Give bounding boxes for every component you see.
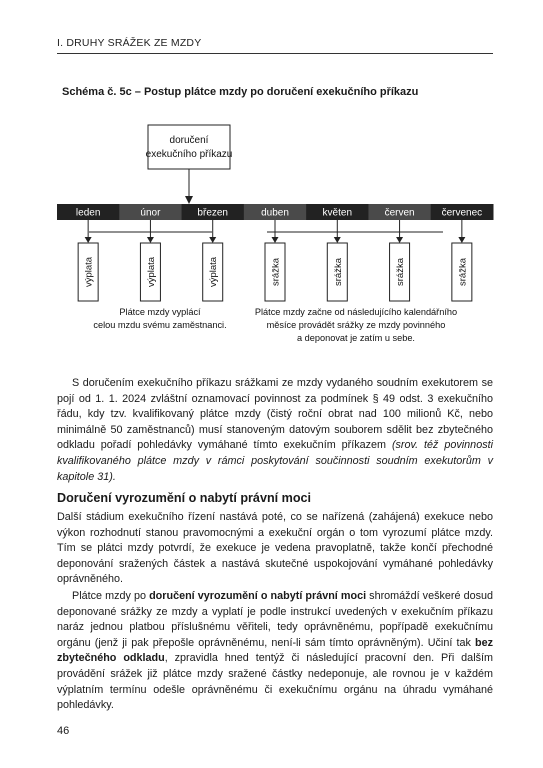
month-outcome-label: výplata	[83, 256, 95, 288]
page-number: 46	[57, 725, 70, 737]
column-arrow-head	[85, 237, 92, 243]
month-label: červenec	[441, 207, 483, 219]
month-label: květen	[322, 207, 353, 219]
month-label: únor	[140, 207, 161, 219]
caption-right-line2: měsíce provádět srážky ze mzdy povinného	[266, 320, 446, 330]
top-box	[148, 125, 230, 169]
top-arrow-head	[185, 196, 193, 204]
column-arrow-head	[458, 237, 465, 243]
top-box-line2: exekučního příkazu	[145, 149, 233, 160]
month-outcome-label: srážka	[332, 258, 344, 286]
caption-left-line1: Plátce mzdy vyplácí	[119, 307, 201, 317]
column-arrow-head	[209, 237, 216, 243]
paragraph-1-reference: (srov. též povinnosti kvalifikovaného plátce mzdy v rámci poskytování součinnosti soudním exekutorům v kapitole 31).	[57, 439, 493, 483]
column-arrow-head	[334, 237, 341, 243]
caption-right-line1: Plátce mzdy začne od následujícího kalendářního	[254, 307, 458, 317]
month-outcome-label: výplata	[145, 256, 157, 288]
month-outcome-label: srážka	[457, 258, 469, 286]
paragraph-3-part2: shromáždí veškeré dosud deponované srážky ze mzdy a vyplatí je podle instrukcí uvedených v exekučním příkazu naráz jednou platbou příslušnému věřiteli, tedy oprávněnému, popřípadě exekučnímu orgánu (jenž ji pak přepošle oprávněnému, není-li sám tímto oprávněným). Učiní tak	[57, 590, 493, 649]
month-label: duben	[261, 207, 289, 219]
paragraph-1-text: S doručením exekučního příkazu srážkami ze mzdy vydaného soudním exekutorem se pojí od 1. 1. 2024 zvláštní oznamovací povinnost za podmínek § 49 odst. 3 exekučního řádu, kdy tzv. kvalifikovaný plátce mzdy (čistý roční obrat nad 100 milionů Kč, nebo minimálně 50 zaměstnanců) musí stanoveným datovým souborem sdělit bez zbytečného odkladu pořadí pohledávky vymáhané tímto exekučním příkazem	[57, 377, 493, 452]
paragraph-3-bold2: bez zbytečného odkladu	[57, 636, 493, 665]
paragraph-3	[57, 589, 493, 714]
section-heading: Doručení vyrozumění o nabytí právní moci	[57, 491, 312, 505]
top-box-line1: doručení	[169, 135, 209, 146]
month-label: červen	[384, 207, 415, 219]
paragraph-2: Další stádium exekučního řízení nastává poté, co se nařízená (zahájená) exekuce nebo výkon rozhodnutí stanou pravomocnými a exekuční orgán o tom vyrozumí plátce mzdy. Tím se plátci mzdy potvrdí, že exekuce je vedena pravoplatně, takže končí přechodné deponování sražených částek a nastává skutečné uspokojování vymáhané pohledávky oprávněného.	[57, 511, 493, 586]
paragraph-3-bold1: doručení vyrozumění o nabytí právní moci	[149, 590, 367, 602]
caption-left-line2: celou mzdu svému zaměstnanci.	[93, 320, 227, 330]
month-outcome-label: výplata	[208, 256, 220, 288]
column-arrow-head	[272, 237, 279, 243]
column-arrow-head	[396, 237, 403, 243]
running-header: I. DRUHY SRÁŽEK ZE MZDY	[57, 37, 202, 49]
paragraph-3-part3: , zpravidla hned tentýž či následující pracovní den. Při dalším provádění srážek již plátce mzdy sražené částky nedeponuje, ale rovnou je v každém výplatním termínu odešle oprávněnému či exekučnímu orgánu na úhradu vymáhané pohledávky.	[57, 652, 493, 712]
process-diagram	[0, 0, 543, 375]
caption-right-line3: a deponovat je zatím u sebe.	[297, 333, 415, 343]
month-outcome-label: srážka	[395, 258, 407, 286]
month-label: březen	[197, 207, 229, 219]
paragraph-3-part1: Plátce mzdy po	[72, 590, 150, 602]
month-label: leden	[75, 207, 101, 219]
month-outcome-label: srážka	[270, 258, 282, 286]
column-arrow-head	[147, 237, 154, 243]
schema-title: Schéma č. 5c – Postup plátce mzdy po doručení exekučního příkazu	[62, 86, 419, 98]
paragraph-1	[57, 376, 493, 485]
